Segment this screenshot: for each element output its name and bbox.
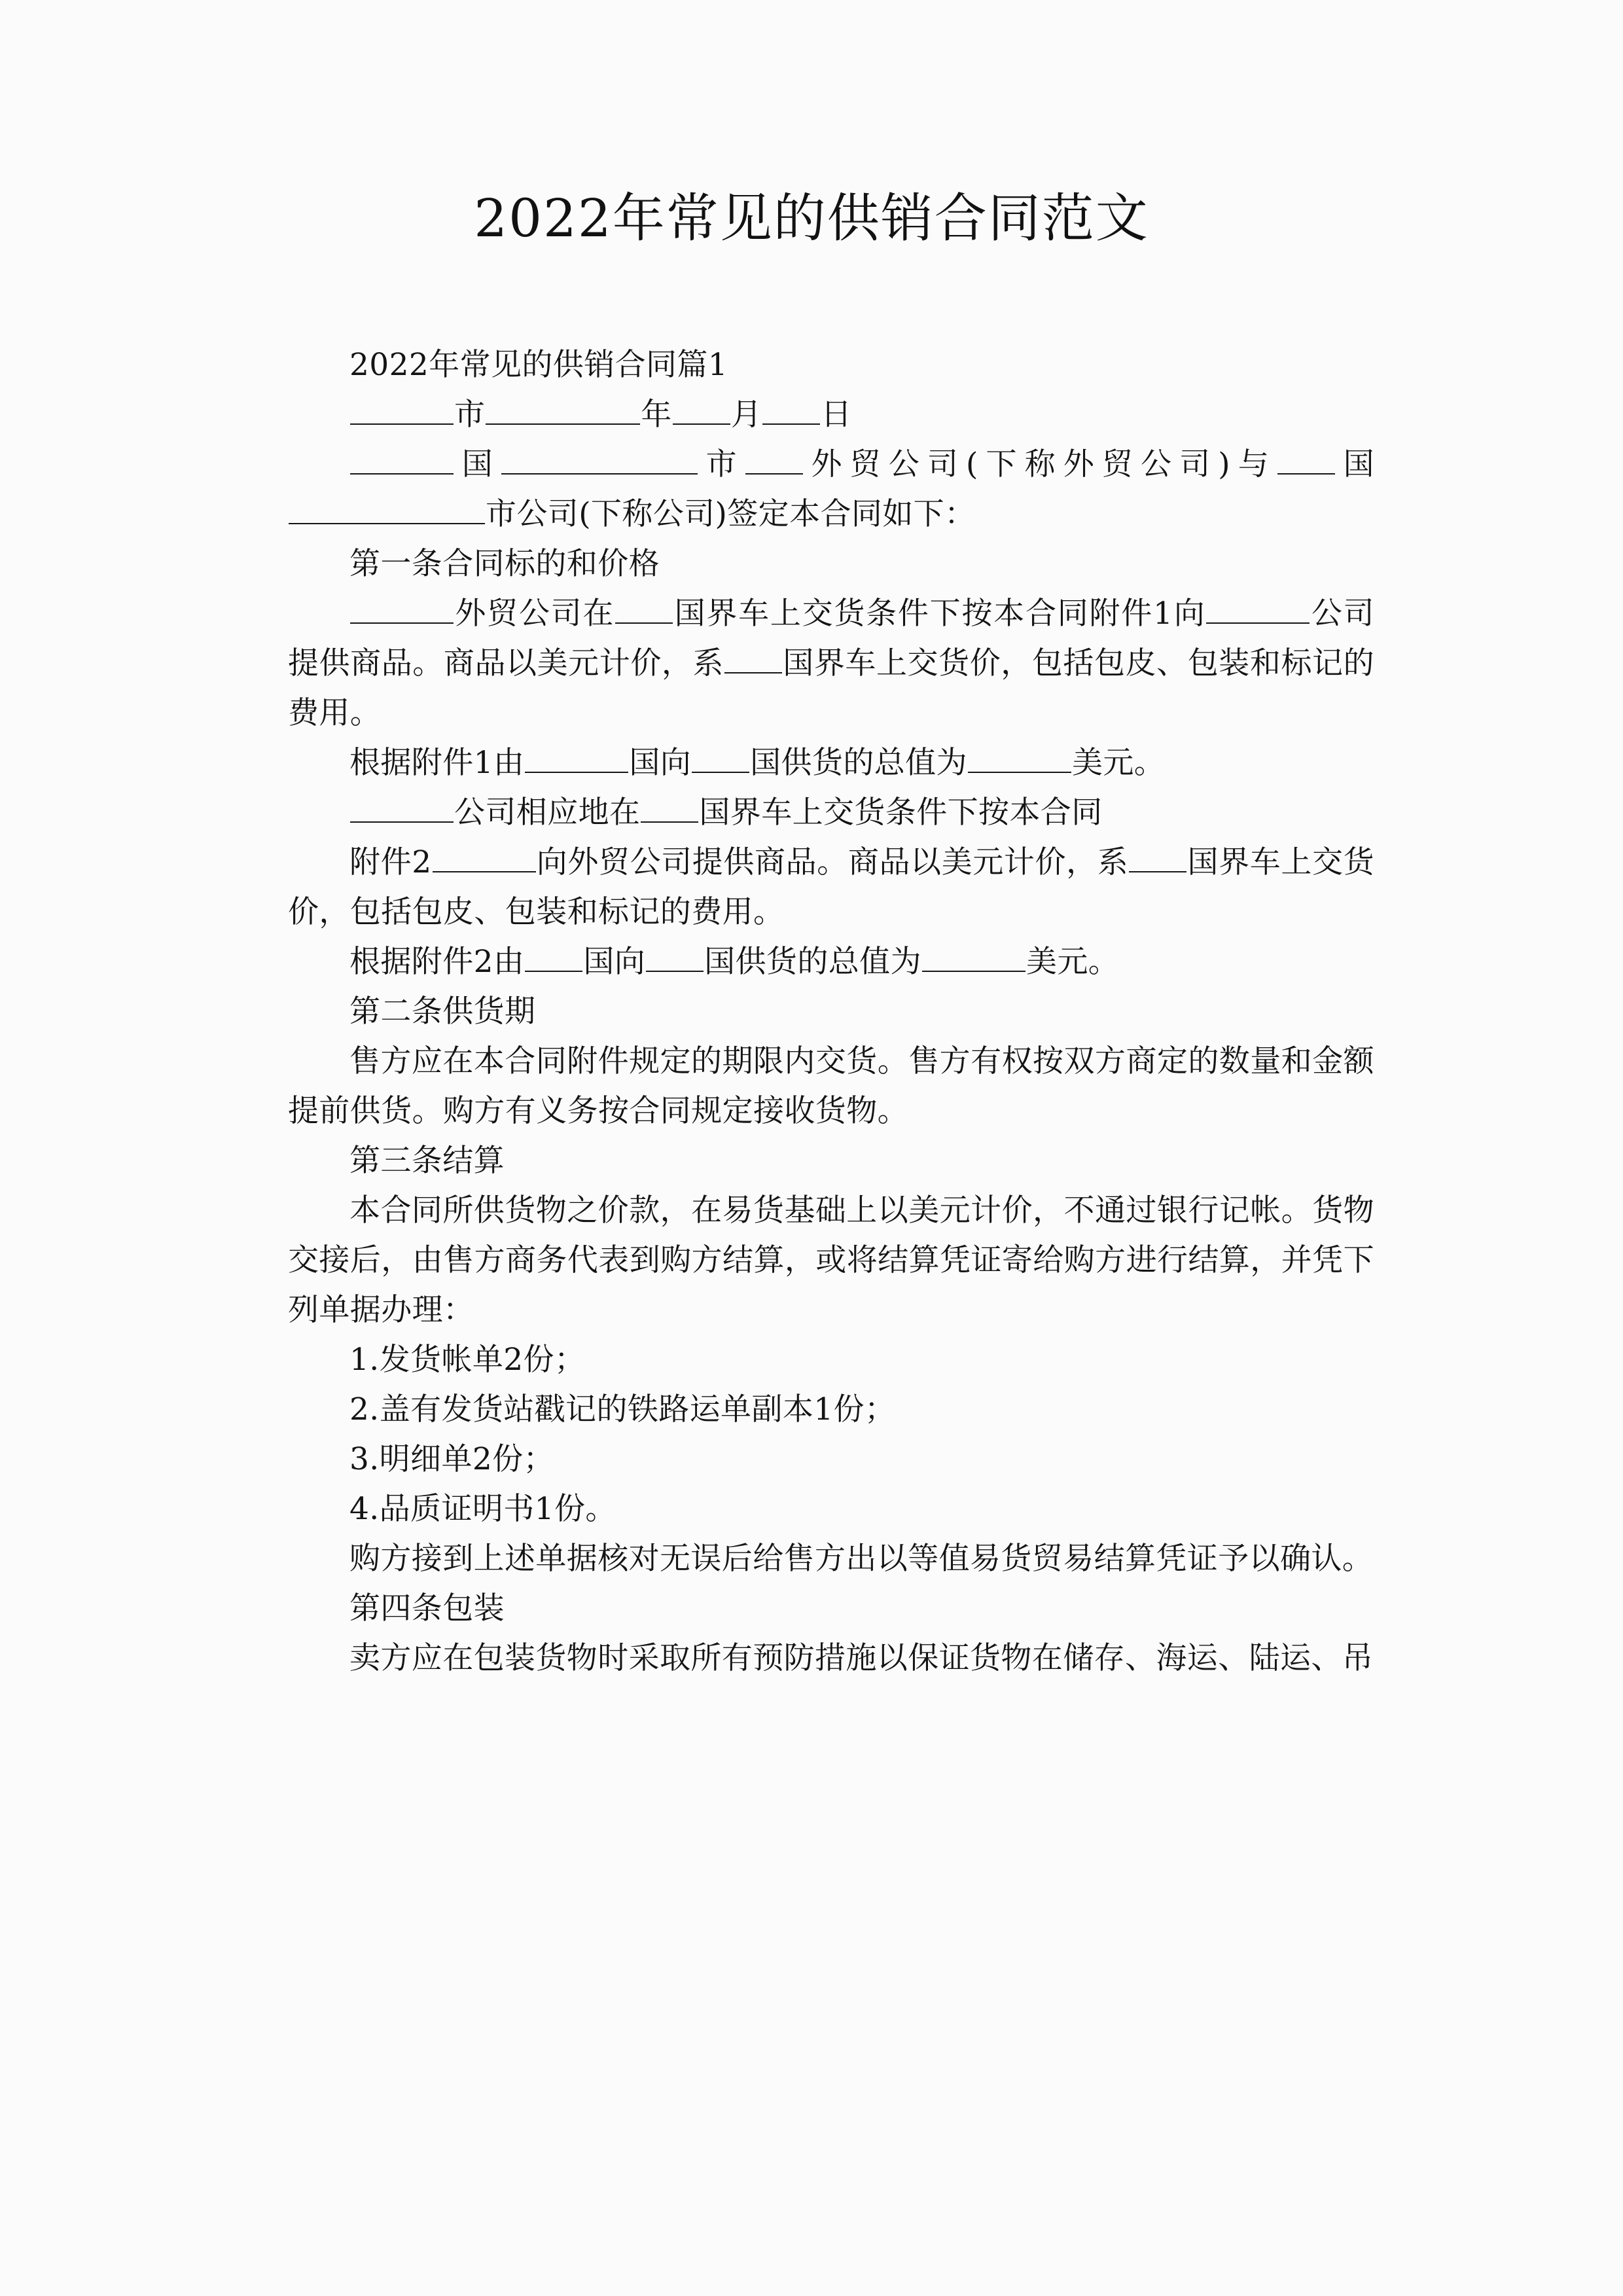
p-list-3 bbox=[288, 1435, 1374, 1484]
fill-in-blank[interactable] bbox=[615, 592, 673, 624]
fill-in-blank[interactable] bbox=[525, 941, 582, 972]
paragraph-text: 外贸公司在 bbox=[454, 596, 615, 632]
p-article-2-head bbox=[288, 987, 1374, 1037]
p-article-1-head bbox=[288, 539, 1374, 589]
p-list-2 bbox=[288, 1385, 1374, 1435]
p-confirm bbox=[288, 1534, 1374, 1584]
paragraph-text: 本合同所供货物之价款，在易货基础上以美元计价，不通过银行记帐。货物交接后，由售方商务代表到购方结算，或将结算凭证寄给购方进行结算，并凭下列单据办理： bbox=[288, 1193, 1374, 1328]
paragraph-text: 根据附件1由 bbox=[349, 745, 525, 781]
fill-in-blank[interactable] bbox=[350, 791, 454, 823]
fill-in-blank[interactable] bbox=[350, 592, 454, 624]
paragraph-text: 2022年常见的供销合同篇1 bbox=[349, 347, 728, 383]
paragraph-text: 国界车上交货价，包括包皮、包装和标记的费用。 bbox=[288, 844, 1374, 930]
p-article-3-body bbox=[288, 1186, 1374, 1335]
p-article-4-body bbox=[288, 1634, 1374, 1683]
paragraph-text: 国 bbox=[454, 446, 501, 482]
p-section-label bbox=[288, 340, 1374, 390]
p-list-1 bbox=[288, 1335, 1374, 1385]
fill-in-blank[interactable] bbox=[289, 493, 485, 524]
paragraph-text: 年 bbox=[641, 397, 672, 433]
paragraph-text: 国向 bbox=[583, 944, 646, 980]
p-parties bbox=[288, 440, 1374, 539]
paragraph-text: 市 bbox=[454, 397, 486, 433]
p-article-3-head bbox=[288, 1136, 1374, 1186]
paragraph-text: 市 bbox=[698, 446, 745, 482]
paragraph-text: 日 bbox=[821, 397, 852, 433]
paragraph-text: 外贸公司(下称外贸公司)与 bbox=[803, 446, 1277, 482]
fill-in-blank[interactable] bbox=[922, 941, 1026, 972]
fill-in-blank[interactable] bbox=[501, 443, 698, 475]
paragraph-text: 国界车上交货价，包括包皮、包装和标记的费用。 bbox=[288, 645, 1374, 731]
paragraph-text: 国界车上交货条件下按本合同 bbox=[699, 795, 1103, 831]
p-article-1-b2 bbox=[288, 738, 1374, 788]
paragraph-text: 根据附件2由 bbox=[349, 944, 525, 980]
paragraph-text: 附件2 bbox=[349, 844, 432, 880]
paragraph-text: 国界车上交货条件下按本合同附件1向 bbox=[673, 596, 1206, 632]
paragraph-text: 公司提供商品。商品以美元计价，系 bbox=[288, 596, 1375, 681]
paragraph-text: 第一条合同标的和价格 bbox=[349, 546, 660, 582]
fill-in-blank[interactable] bbox=[350, 443, 454, 475]
page-title: 2022年常见的供销合同范文 bbox=[474, 188, 1149, 249]
fill-in-blank[interactable] bbox=[646, 941, 704, 972]
p-article-2-body bbox=[288, 1037, 1374, 1136]
paragraph-text: 美元。 bbox=[1026, 944, 1120, 980]
paragraph-text: 3.明细单2份； bbox=[349, 1441, 554, 1477]
fill-in-blank[interactable] bbox=[486, 393, 640, 425]
document-body bbox=[288, 340, 1374, 1683]
paragraph-text: 售方应在本合同附件规定的期限内交货。售方有权按双方商定的数量和金额提前供货。购方有义务按合同规定接收货物。 bbox=[288, 1043, 1374, 1129]
paragraph-text: 公司相应地在 bbox=[454, 795, 641, 831]
paragraph-text: 美元。 bbox=[1071, 745, 1166, 781]
fill-in-blank[interactable] bbox=[724, 642, 782, 673]
fill-in-blank[interactable] bbox=[1129, 841, 1186, 872]
paragraph-text: 4.品质证明书1份。 bbox=[349, 1491, 616, 1527]
fill-in-blank[interactable] bbox=[745, 443, 803, 475]
p-article-1-b5 bbox=[288, 937, 1374, 987]
paragraph-text: 月 bbox=[730, 397, 762, 433]
p-city-date bbox=[288, 390, 1374, 440]
paragraph-text: 第二条供货期 bbox=[349, 994, 536, 1030]
p-article-1-b3 bbox=[288, 788, 1374, 838]
fill-in-blank[interactable] bbox=[525, 742, 628, 773]
paragraph-text: 国 bbox=[1335, 446, 1375, 482]
fill-in-blank[interactable] bbox=[641, 791, 698, 823]
fill-in-blank[interactable] bbox=[762, 393, 820, 425]
paragraph-text: 2.盖有发货站戳记的铁路运单副本1份； bbox=[349, 1391, 896, 1427]
p-list-4 bbox=[288, 1484, 1374, 1534]
fill-in-blank[interactable] bbox=[692, 742, 749, 773]
paragraph-text: 卖方应在包装货物时采取所有预防措施以保证货物在储存、海运、陆运、吊 bbox=[349, 1640, 1374, 1676]
paragraph-text: 1.发货帐单2份； bbox=[349, 1342, 586, 1378]
fill-in-blank[interactable] bbox=[350, 393, 454, 425]
fill-in-blank[interactable] bbox=[673, 393, 730, 425]
paragraph-text: 第三条结算 bbox=[349, 1143, 505, 1179]
fill-in-blank[interactable] bbox=[968, 742, 1071, 773]
paragraph-text: 第四条包装 bbox=[349, 1590, 505, 1626]
fill-in-blank[interactable] bbox=[433, 841, 536, 872]
p-article-1-b4 bbox=[288, 838, 1374, 937]
paragraph-text: 市公司(下称公司)签定本合同如下： bbox=[486, 496, 976, 532]
paragraph-text: 向外贸公司提供商品。商品以美元计价，系 bbox=[536, 844, 1129, 880]
p-article-1-b1 bbox=[288, 589, 1374, 738]
paragraph-text: 国供货的总值为 bbox=[750, 745, 967, 781]
fill-in-blank[interactable] bbox=[1277, 443, 1335, 475]
paragraph-text: 国向 bbox=[629, 745, 692, 781]
paragraph-text: 国供货的总值为 bbox=[704, 944, 921, 980]
paragraph-text: 购方接到上述单据核对无误后给售方出以等值易货贸易结算凭证予以确认。 bbox=[349, 1541, 1374, 1577]
fill-in-blank[interactable] bbox=[1206, 592, 1310, 624]
p-article-4-head bbox=[288, 1584, 1374, 1634]
